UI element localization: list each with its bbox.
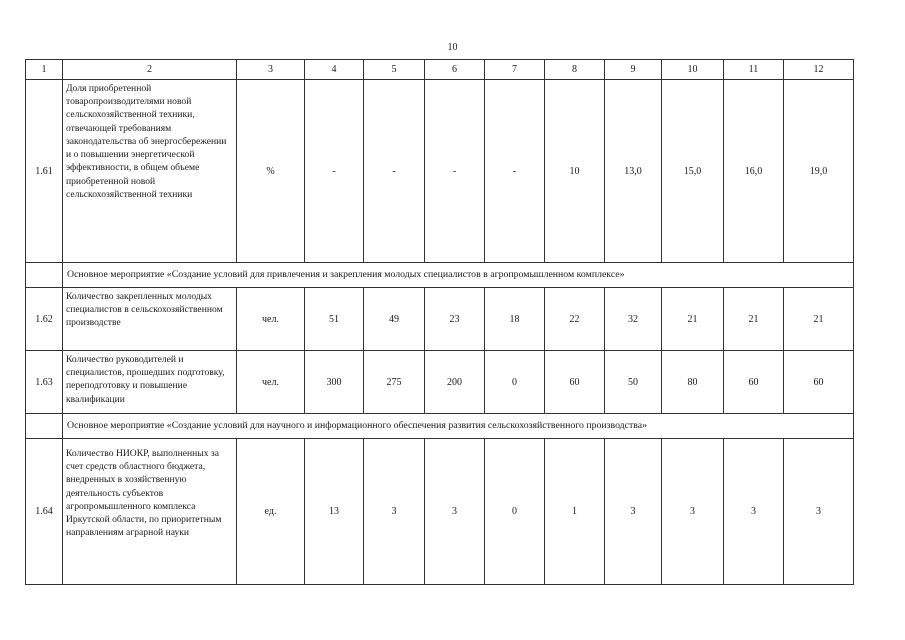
section-row bbox=[26, 263, 854, 288]
indicators-table bbox=[25, 59, 854, 585]
value-cell: 21 bbox=[784, 288, 854, 351]
value-cell: 19,0 bbox=[784, 80, 854, 263]
indicator-name: Количество НИОКР, выполненных за счет средств областного бюджета, внедренных в хозяйственную деятельность субъектов агропромышленного комплекса Иркутской области, по приоритетным направлениям аграрной науки bbox=[63, 439, 237, 585]
value-cell: 10 bbox=[545, 80, 605, 263]
value-cell: 0 bbox=[485, 351, 545, 414]
section-row bbox=[26, 414, 854, 439]
value-cell: 16,0 bbox=[724, 80, 784, 263]
value-cell: 13,0 bbox=[605, 80, 662, 263]
row-number: 1.64 bbox=[26, 439, 63, 585]
unit-cell: % bbox=[237, 80, 305, 263]
value-cell: 50 bbox=[605, 351, 662, 414]
table-row bbox=[26, 439, 854, 585]
value-cell: - bbox=[305, 80, 364, 263]
column-number-row bbox=[26, 60, 854, 80]
column-number: 2 bbox=[63, 60, 237, 80]
value-cell: 3 bbox=[724, 439, 784, 585]
value-cell: 3 bbox=[605, 439, 662, 585]
column-number: 11 bbox=[724, 60, 784, 80]
row-number: 1.61 bbox=[26, 80, 63, 263]
column-number: 1 bbox=[26, 60, 63, 80]
value-cell: 51 bbox=[305, 288, 364, 351]
value-cell: - bbox=[425, 80, 485, 263]
column-number: 5 bbox=[364, 60, 425, 80]
value-cell: 60 bbox=[724, 351, 784, 414]
row-number: 1.62 bbox=[26, 288, 63, 351]
value-cell: 3 bbox=[662, 439, 724, 585]
column-number: 6 bbox=[425, 60, 485, 80]
column-number: 9 bbox=[605, 60, 662, 80]
table-row bbox=[26, 351, 854, 414]
value-cell: 3 bbox=[364, 439, 425, 585]
value-cell: - bbox=[364, 80, 425, 263]
section-empty-cell bbox=[26, 263, 63, 288]
unit-cell: чел. bbox=[237, 288, 305, 351]
value-cell: 21 bbox=[724, 288, 784, 351]
table-row bbox=[26, 80, 854, 263]
indicator-name: Доля приобретенной товаропроизводителями новой сельскохозяйственной техники, отвечающей требованиям законодательства об энергосбережении и о повышении энергетической эффективности, в общем объеме приобретенной новой сельскохозяйственной техники bbox=[63, 80, 237, 263]
value-cell: 15,0 bbox=[662, 80, 724, 263]
value-cell: 200 bbox=[425, 351, 485, 414]
indicator-name: Количество руководителей и специалистов, прошедших подготовку, переподготовку и повышение квалификации bbox=[63, 351, 237, 414]
unit-cell: ед. bbox=[237, 439, 305, 585]
value-cell: 275 bbox=[364, 351, 425, 414]
column-number: 8 bbox=[545, 60, 605, 80]
value-cell: 32 bbox=[605, 288, 662, 351]
value-cell: 18 bbox=[485, 288, 545, 351]
table-row bbox=[26, 288, 854, 351]
section-empty-cell bbox=[26, 414, 63, 439]
column-number: 10 bbox=[662, 60, 724, 80]
value-cell: 49 bbox=[364, 288, 425, 351]
column-number: 4 bbox=[305, 60, 364, 80]
value-cell: 80 bbox=[662, 351, 724, 414]
column-number: 7 bbox=[485, 60, 545, 80]
value-cell: 13 bbox=[305, 439, 364, 585]
column-number: 12 bbox=[784, 60, 854, 80]
section-title: Основное мероприятие «Создание условий для привлечения и закрепления молодых специалистов в агропромышленном комплексе» bbox=[63, 263, 854, 288]
value-cell: 22 bbox=[545, 288, 605, 351]
section-title: Основное мероприятие «Создание условий для научного и информационного обеспечения развития сельскохозяйственного производства» bbox=[63, 414, 854, 439]
value-cell: 23 bbox=[425, 288, 485, 351]
value-cell: 3 bbox=[784, 439, 854, 585]
value-cell: 300 bbox=[305, 351, 364, 414]
value-cell: 60 bbox=[784, 351, 854, 414]
unit-cell: чел. bbox=[237, 351, 305, 414]
row-number: 1.63 bbox=[26, 351, 63, 414]
indicator-name: Количество закрепленных молодых специалистов в сельскохозяйственном производстве bbox=[63, 288, 237, 351]
value-cell: - bbox=[485, 80, 545, 263]
value-cell: 60 bbox=[545, 351, 605, 414]
value-cell: 1 bbox=[545, 439, 605, 585]
page-number: 10 bbox=[447, 42, 458, 53]
value-cell: 3 bbox=[425, 439, 485, 585]
value-cell: 21 bbox=[662, 288, 724, 351]
column-number: 3 bbox=[237, 60, 305, 80]
value-cell: 0 bbox=[485, 439, 545, 585]
